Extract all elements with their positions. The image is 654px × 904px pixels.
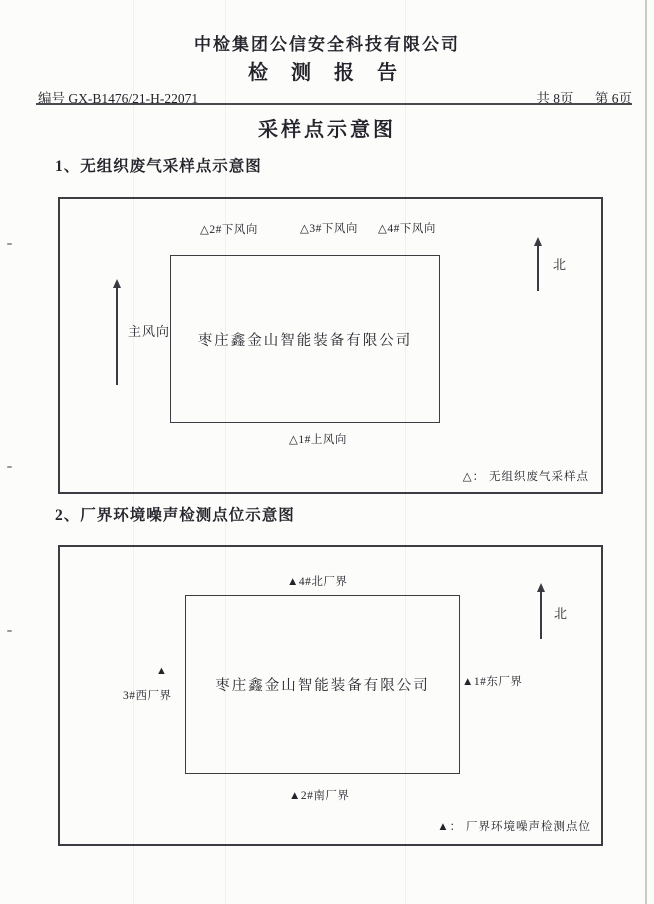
north-arrow-icon (537, 245, 539, 291)
north-boundary-point: ▲4#北厂界 (287, 576, 348, 588)
main-wind-arrow-icon (116, 287, 118, 385)
report-title: 检 测 报 告 (248, 62, 406, 84)
section1-heading: 1、无组织废气采样点示意图 (55, 158, 262, 175)
report-serial: 编号 GX-B1476/21-H-22071 (38, 91, 199, 106)
factory-name: 枣庄鑫金山智能装备有限公司 (197, 332, 413, 349)
upwind-point-1: △1#上风向 (289, 434, 347, 446)
main-wind-label: 主风向 (128, 324, 171, 339)
downwind-point-3: △3#下风向 (300, 223, 358, 235)
diagram2-legend: ▲： 厂界环境噪声检测点位 (437, 821, 591, 833)
report-page-total: 共 8页 (536, 91, 574, 106)
west-boundary-point: 3#西厂界 (123, 690, 172, 702)
scan-speck (7, 630, 12, 632)
east-boundary-point: ▲1#东厂界 (462, 676, 523, 688)
factory-name: 枣庄鑫金山智能装备有限公司 (215, 678, 430, 694)
downwind-point-4: △4#下风向 (378, 223, 436, 235)
downwind-point-2: △2#下风向 (200, 224, 258, 236)
diagram1-legend: △： 无组织废气采样点 (462, 471, 589, 483)
north-arrow-icon (540, 591, 542, 639)
page-title: 采样点示意图 (258, 119, 396, 141)
factory-boundary-rect (170, 255, 440, 423)
west-boundary-marker-icon: ▲ (156, 665, 167, 677)
section2-heading: 2、厂界环境噪声检测点位示意图 (55, 507, 295, 524)
scan-speck (7, 466, 12, 468)
scan-speck (7, 243, 12, 245)
south-boundary-point: ▲2#南厂界 (289, 790, 350, 802)
diagram-waste-gas (58, 197, 603, 494)
north-label: 北 (553, 257, 567, 272)
header-rule (36, 103, 632, 105)
diagram-noise (58, 545, 603, 846)
factory-boundary-rect (185, 595, 460, 774)
north-label: 北 (554, 606, 568, 621)
report-page-current: 第 6页 (594, 91, 632, 106)
report-company-name: 中检集团公信安全科技有限公司 (194, 35, 460, 54)
